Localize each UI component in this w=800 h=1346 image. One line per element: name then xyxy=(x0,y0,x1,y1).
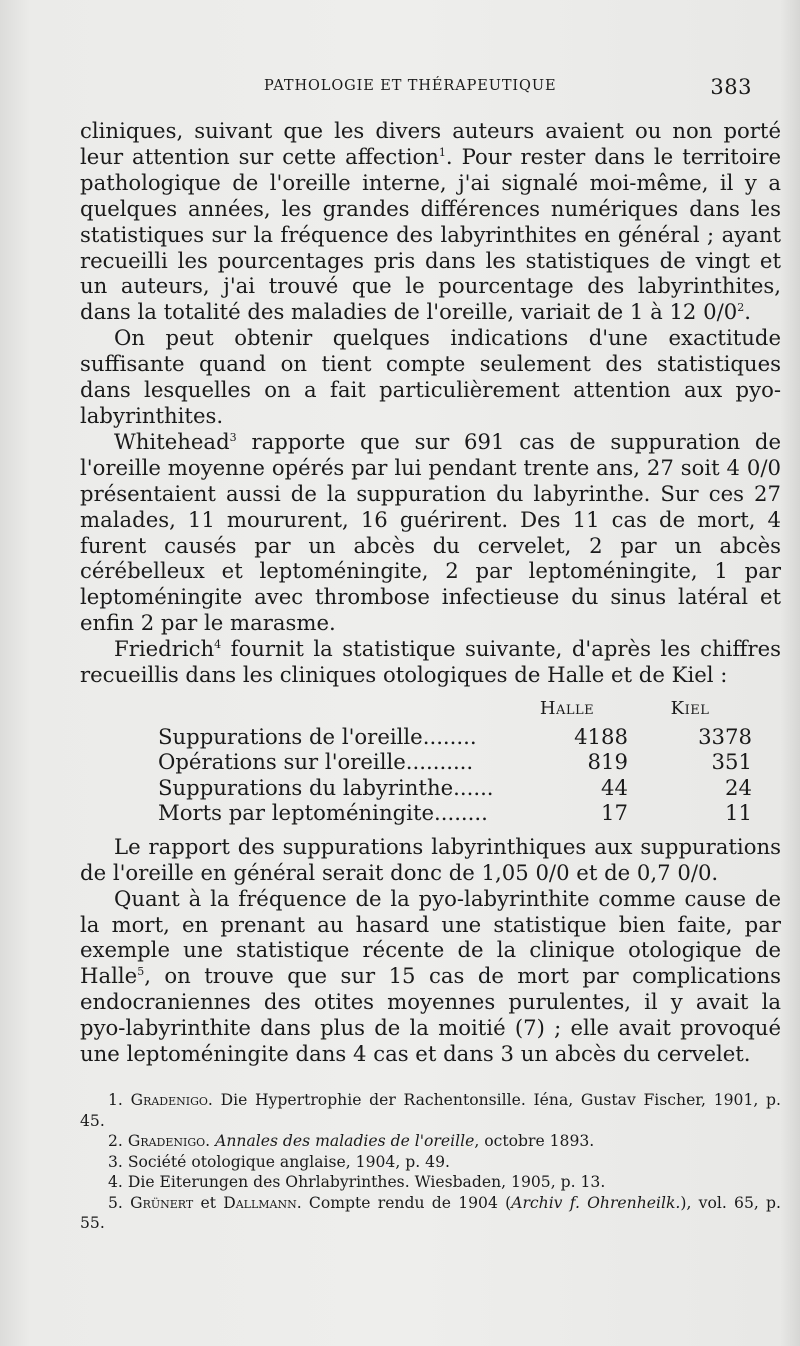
paragraph-4 xyxy=(80,636,781,688)
row-label: Suppurations du labyrinthe...... xyxy=(158,774,494,800)
halle-value: 4188 xyxy=(574,723,628,749)
paragraph-6-text-b: , on trouve que sur 15 cas de mort par complications endocraniennes des otites moyennes purulentes, il y avait la pyo-labyrinthite dans plus de la moitié (7) ; elle avait provoqué une leptoméningite dans 4 cas et dans 3 un abcès du cervelet. xyxy=(80,963,781,1067)
footnote-2 xyxy=(80,1131,781,1152)
paragraph-4-text: fournit la statistique suivante, d'après les chiffres recueillis dans les cliniques otologiques de Halle et de Kiel : xyxy=(80,636,781,688)
author-whitehead: Whitehead xyxy=(114,428,230,454)
footnote-number: 1. xyxy=(108,1091,123,1109)
paragraph-3-text: rapporte que sur 691 cas de suppuration de l'oreille moyenne opérés par lui pendant trente ans, 27 soit 4 0/0 présentaient aussi de la suppuration du labyrinthe. Sur ces 27 malades, 11 moururent, 16 guérirent. Des 11 cas de mort, 4 furent causés par un abcès du cervelet, 2 par un abcès cérébelleux et leptoméningite, 2 par leptoméningite, 1 par leptoméningite avec thrombose infectieuse du sinus latéral et enfin 2 par le marasme. xyxy=(80,428,781,636)
kiel-value: 24 xyxy=(725,774,752,800)
statistics-table xyxy=(158,696,752,826)
paragraph-1-end: . xyxy=(744,299,751,325)
kiel-value: 351 xyxy=(711,749,752,775)
footnote-author: Grünert xyxy=(130,1193,194,1212)
footnote-1 xyxy=(80,1090,781,1131)
footnote-ref-1[interactable]: 1 xyxy=(438,145,446,159)
footnote-author: Gradenigo. xyxy=(130,1091,213,1109)
row-label: Opérations sur l'oreille.......... xyxy=(158,749,474,775)
page-number: 383 xyxy=(710,75,752,99)
row-label: Suppurations de l'oreille........ xyxy=(158,723,477,749)
footnote-4 xyxy=(80,1172,781,1193)
footnote-number: 4. xyxy=(108,1173,123,1191)
footnote-ref-3[interactable]: 3 xyxy=(229,430,237,444)
footnote-author: Gradenigo. xyxy=(127,1132,211,1150)
kiel-value: 3378 xyxy=(698,723,752,749)
table-header-empty xyxy=(158,696,506,724)
footnote-tail: ), vol. 65, p. 55. xyxy=(80,1193,781,1232)
author-friedrich: Friedrich xyxy=(114,636,215,662)
footnote-text: , octobre 1893. xyxy=(474,1132,595,1150)
halle-value: 819 xyxy=(587,749,628,775)
footnote-text: . Compte rendu de 1904 ( xyxy=(296,1193,512,1212)
table-row xyxy=(158,749,752,775)
main-text xyxy=(80,118,781,1067)
table-header-halle: Halle xyxy=(539,697,595,719)
table-row xyxy=(158,800,752,826)
paragraph-1-text-b: . Pour rester dans le territoire pathologique de l'oreille interne, j'ai signalé moi-même, il y a quelques années, les grandes différences numériques dans les statistiques sur la fréquence des labyrinthites en général ; ayant recueilli les pourcentages pris dans les statistiques de vingt et un auteurs, j'ai trouvé que le pourcentage des labyrinthites, dans la totalité des maladies de l'oreille, variait de 1 à 12 0/0 xyxy=(80,143,781,325)
paragraph-3 xyxy=(80,429,781,636)
table-row xyxy=(158,775,752,801)
footnote-3 xyxy=(80,1152,781,1173)
page-header xyxy=(80,76,752,100)
footnote-5 xyxy=(80,1193,781,1234)
footnote-title: Archiv f. Ohrenheilk. xyxy=(511,1193,681,1212)
footnote-ref-5[interactable]: 5 xyxy=(137,965,145,979)
footnote-text: Die Eiterungen des Ohrlabyrinthes. Wiesbaden, 1905, p. 13. xyxy=(122,1173,606,1191)
paragraph-1 xyxy=(80,118,781,325)
footnotes xyxy=(80,1090,781,1234)
row-label: Morts par leptoméningite........ xyxy=(158,800,488,826)
footnote-number: 5. xyxy=(108,1193,123,1212)
footnote-text: Société otologique anglaise, 1904, p. 49. xyxy=(122,1152,450,1171)
paragraph-2: On peut obtenir quelques indications d'une exactitude suffisante quand on tient compte seulement des statistiques dans lesquelles on a fait particulièrement attention aux pyo-labyrinthites. xyxy=(80,325,781,428)
paragraph-1-text: cliniques, suivant que les divers auteurs avaient ou non porté leur attention sur cette affection xyxy=(80,118,781,169)
footnote-number: 2. xyxy=(108,1132,123,1150)
running-title: PATHOLOGIE ET THÉRAPEUTIQUE xyxy=(264,78,557,94)
table-row xyxy=(158,724,752,750)
footnote-number: 3. xyxy=(108,1152,123,1171)
kiel-value: 11 xyxy=(725,800,752,826)
footnote-text: Die Hypertrophie der Rachentonsille. Iéna, Gustav Fischer, 1901, p. 45. xyxy=(80,1091,781,1130)
paragraph-5: Le rapport des suppurations labyrinthiques aux suppurations de l'oreille en général serait donc de 1,05 0/0 et de 0,7 0/0. xyxy=(80,833,781,885)
footnote-title: Annales des maladies de l'oreille xyxy=(215,1132,475,1150)
footnote-conjunction: et xyxy=(193,1193,224,1212)
halle-value: 17 xyxy=(601,800,628,826)
paragraph-6-text: Quant à la fréquence de la pyo-labyrinthite comme cause de la mort, en prenant au hasard une statistique bien faite, par exemple une statistique récente de la clinique otologique de Halle xyxy=(80,885,781,989)
paragraph-6 xyxy=(80,886,781,1067)
footnote-ref-4[interactable]: 4 xyxy=(214,638,222,652)
table-header-kiel: Kiel xyxy=(670,697,710,719)
table-header-row xyxy=(158,696,752,724)
footnote-author-2: Dallmann xyxy=(223,1193,297,1212)
footnote-ref-2[interactable]: 2 xyxy=(737,301,745,315)
halle-value: 44 xyxy=(601,774,628,800)
